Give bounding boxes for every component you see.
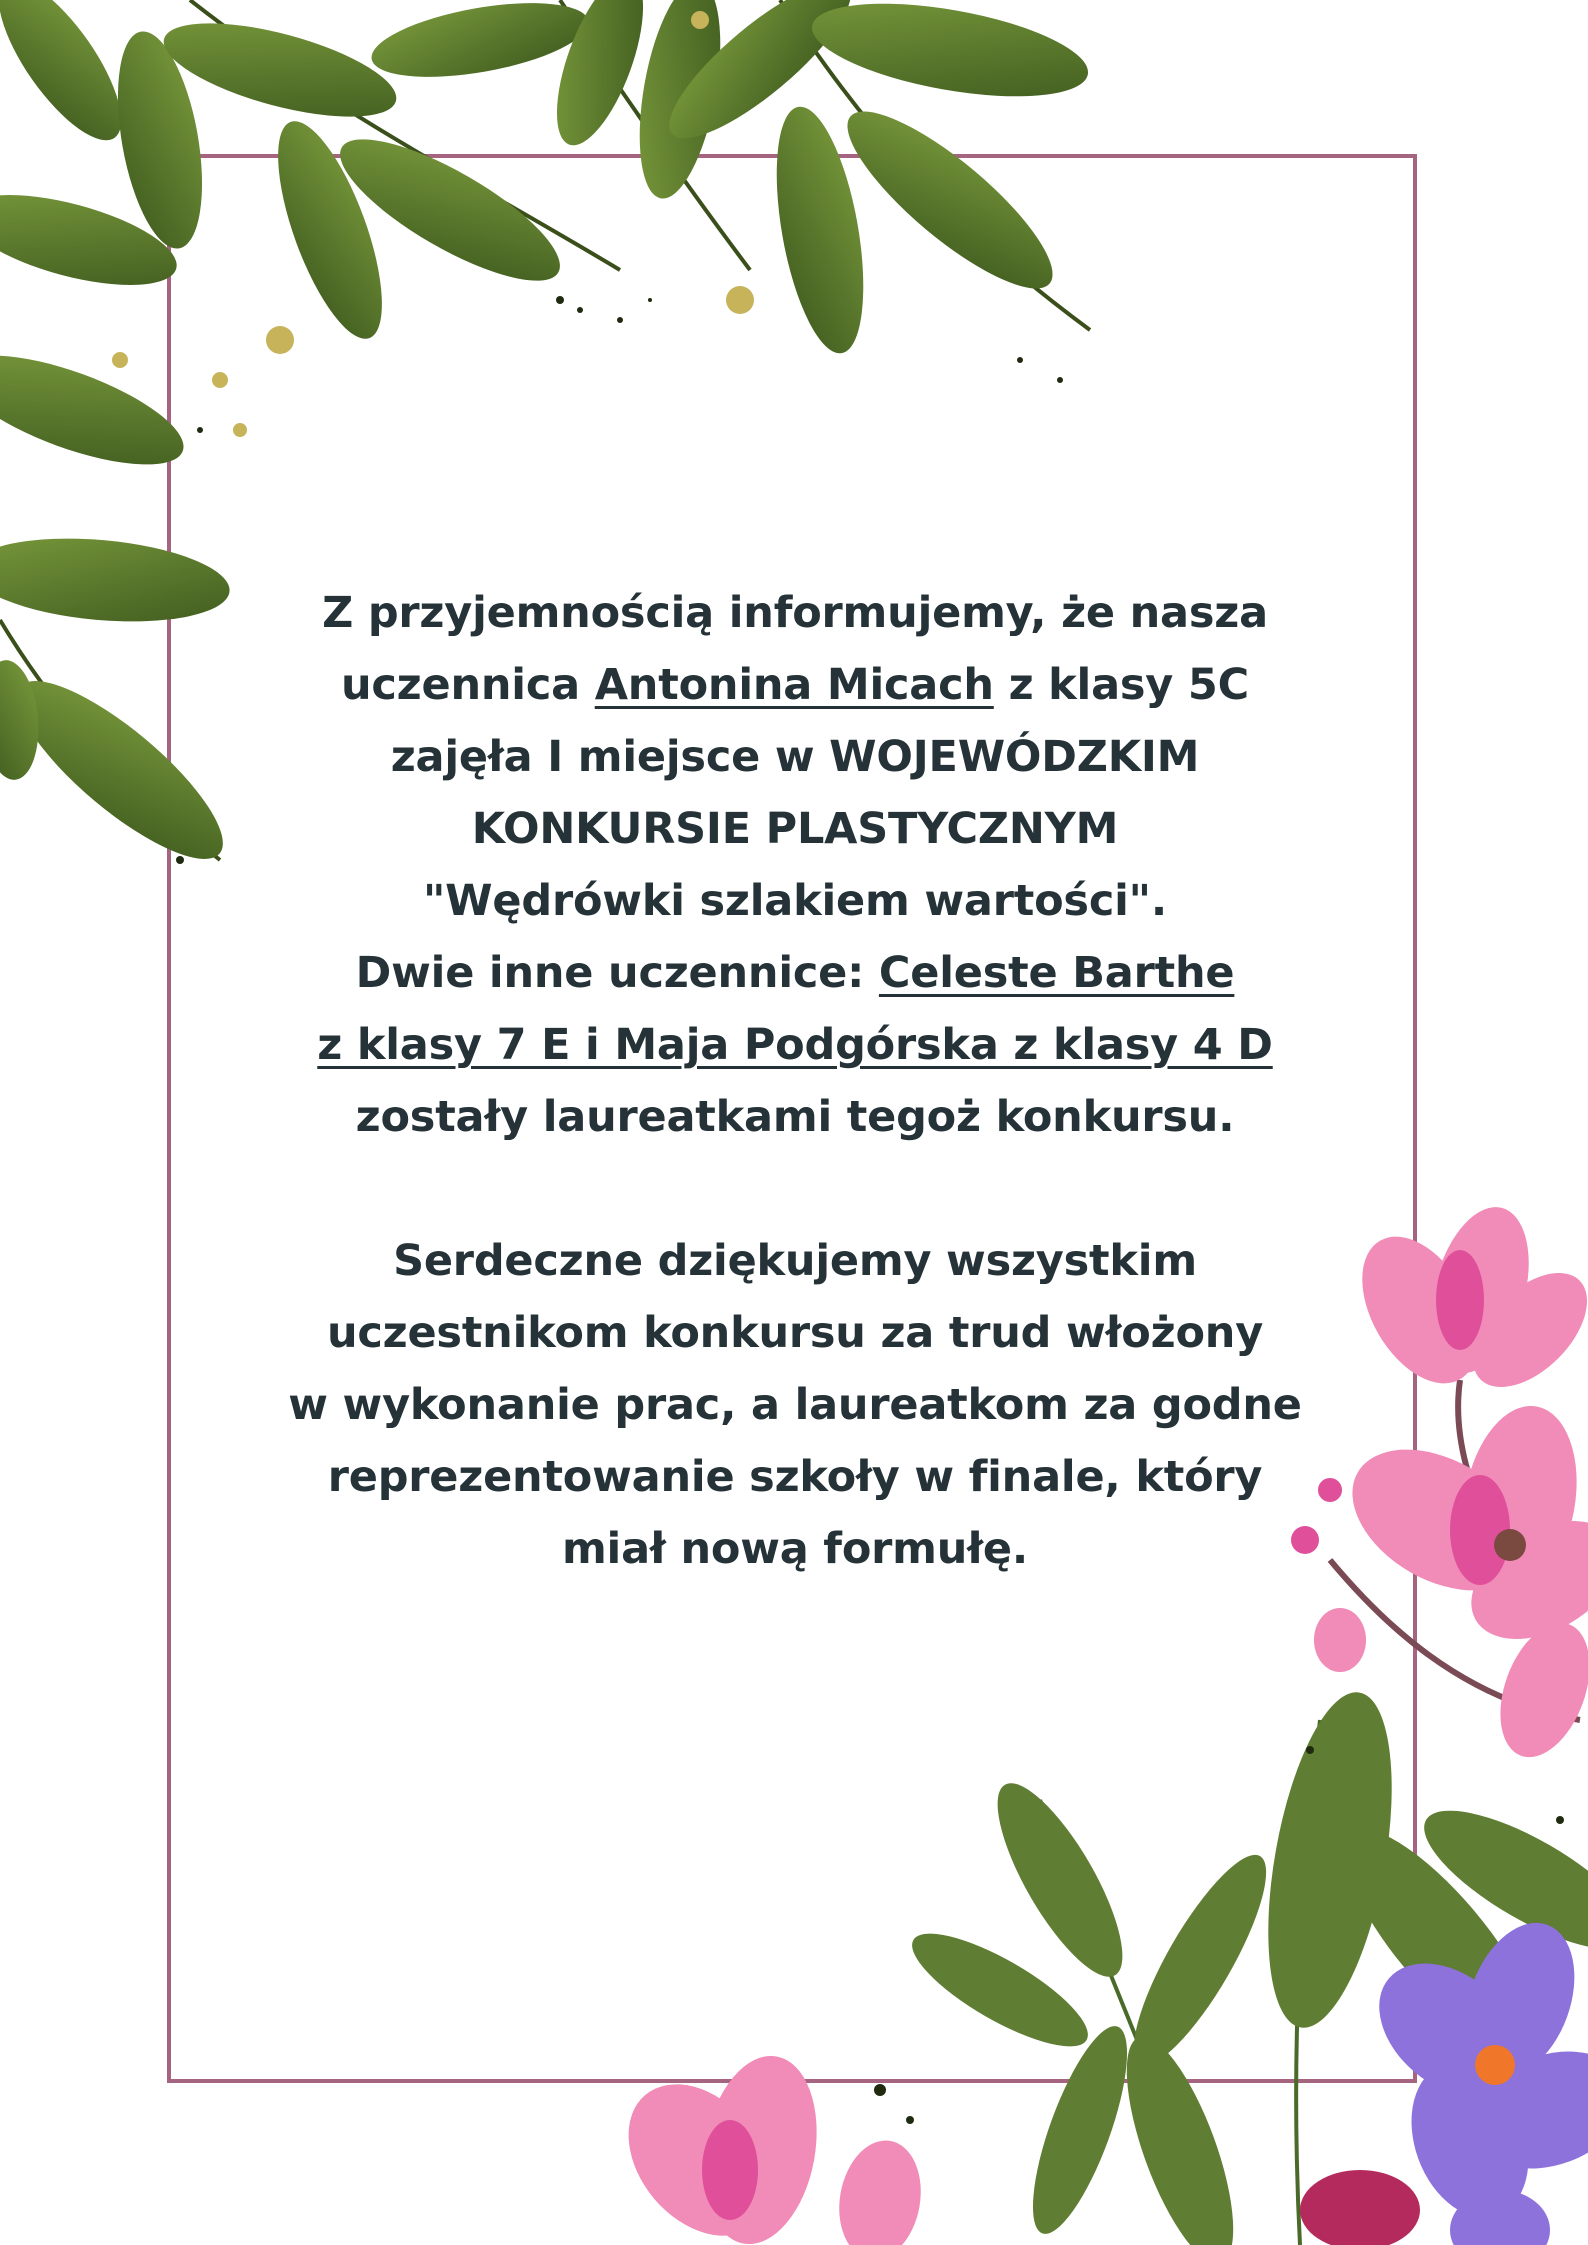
text-fragment: z klasy 5C [993, 660, 1249, 710]
student-names-line: z klasy 7 E i Maja Podgórska z klasy 4 D [317, 1020, 1273, 1070]
text-line: uczestnikom konkursu za trud włożony [326, 1308, 1264, 1358]
text-line: KONKURSIE PLASTYCZNYM [471, 804, 1119, 854]
announcement-text [230, 577, 1360, 1585]
text-line: zajęła I miejsce w WOJEWÓDZKIM [390, 732, 1200, 782]
text-line [230, 937, 1360, 1009]
student-name: Antonina Micach [594, 660, 994, 710]
text-line: miał nową formułę. [561, 1524, 1029, 1574]
paragraph-gap [230, 1153, 1360, 1225]
text-fragment: Dwie inne uczennice: [355, 948, 879, 998]
text-fragment: uczennica [340, 660, 595, 710]
text-line: reprezentowanie szkoły w finale, który [327, 1452, 1263, 1502]
student-name: Celeste Barthe [878, 948, 1235, 998]
text-line: w wykonanie prac, a laureatkom za godne [288, 1380, 1302, 1430]
text-line [230, 649, 1360, 721]
text-line: Z przyjemnością informujemy, że nasza [322, 588, 1268, 638]
competition-title: "Wędrówki szlakiem wartości". [422, 876, 1167, 926]
text-line: zostały laureatkami tegoż konkursu. [355, 1092, 1235, 1142]
text-line: Serdeczne dziękujemy wszystkim [393, 1236, 1197, 1286]
